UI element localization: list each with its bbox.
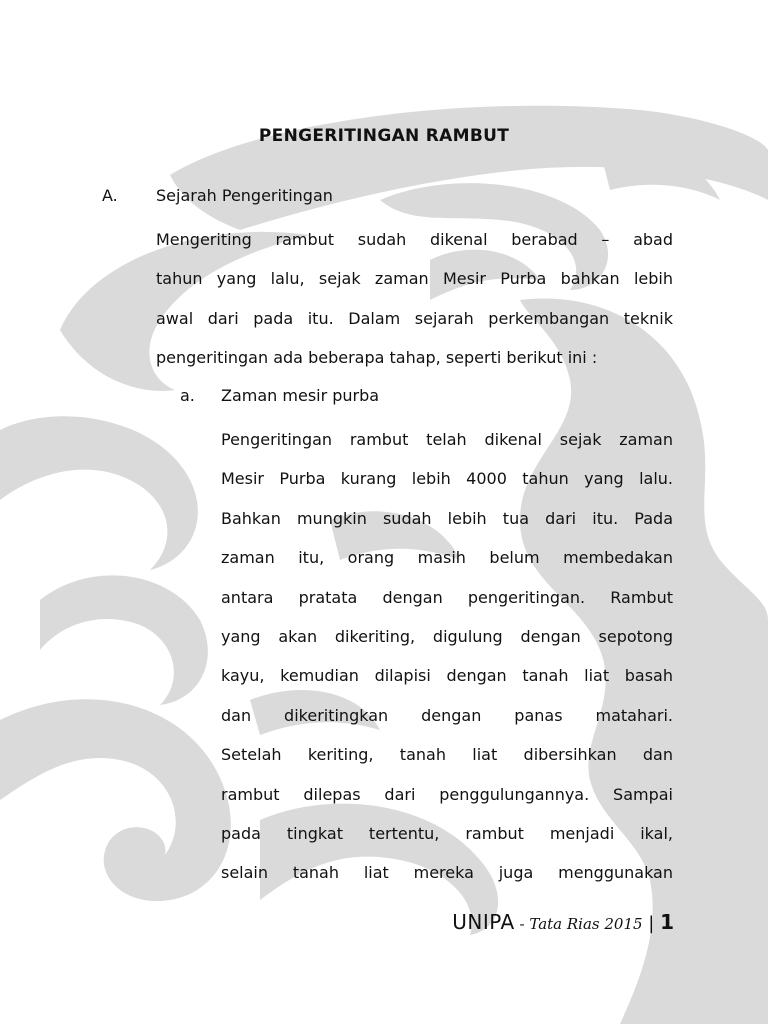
- footer-subtitle: Tata Rias 2015: [529, 915, 643, 933]
- paragraph-line: Bahkan mungkin sudah lebih tua dari itu. Pada: [221, 508, 673, 528]
- subsection-heading: Zaman mesir purba: [221, 386, 380, 405]
- subsection-paragraph: [221, 420, 673, 893]
- paragraph-line: Mengeriting rambut sudah dikenal berabad – abad: [156, 230, 673, 249]
- paragraph-line: dan dikeritingkan dengan panas matahari.: [221, 705, 673, 725]
- footer-brand: UNIPA: [452, 910, 515, 934]
- page-title: PENGERITINGAN RAMBUT: [258, 126, 510, 146]
- section-paragraph: [156, 220, 673, 378]
- page-footer: [452, 910, 674, 934]
- paragraph-line: yang akan dikeriting, digulung dengan sepotong: [221, 627, 673, 647]
- footer-separator: |: [642, 913, 661, 934]
- section-heading: Sejarah Pengeritingan: [156, 186, 333, 205]
- paragraph-line: tahun yang lalu, sejak zaman Mesir Purba bahkan lebih: [156, 269, 673, 289]
- section-letter: A.: [102, 186, 118, 205]
- subsection-letter: a.: [180, 386, 195, 405]
- paragraph-line: pengeritingan ada beberapa tahap, seperti berikut ini :: [156, 348, 598, 368]
- paragraph-line: Setelah keriting, tanah liat dibersihkan dan: [221, 745, 673, 765]
- paragraph-line: awal dari pada itu. Dalam sejarah perkembangan teknik: [156, 308, 673, 328]
- paragraph-line: Mesir Purba kurang lebih 4000 tahun yang lalu.: [221, 469, 673, 489]
- paragraph-line: Pengeritingan rambut telah dikenal sejak zaman: [221, 430, 673, 449]
- page-number: 1: [660, 910, 674, 934]
- paragraph-line: pada tingkat tertentu, rambut menjadi ikal,: [221, 824, 673, 844]
- paragraph-line: selain tanah liat mereka juga menggunakan: [221, 863, 673, 883]
- paragraph-line: antara pratata dengan pengeritingan. Rambut: [221, 587, 673, 607]
- footer-dash: -: [514, 915, 530, 933]
- paragraph-line: rambut dilepas dari penggulungannya. Sampai: [221, 784, 673, 804]
- paragraph-line: zaman itu, orang masih belum membedakan: [221, 548, 673, 568]
- paragraph-line: kayu, kemudian dilapisi dengan tanah liat basah: [221, 666, 673, 686]
